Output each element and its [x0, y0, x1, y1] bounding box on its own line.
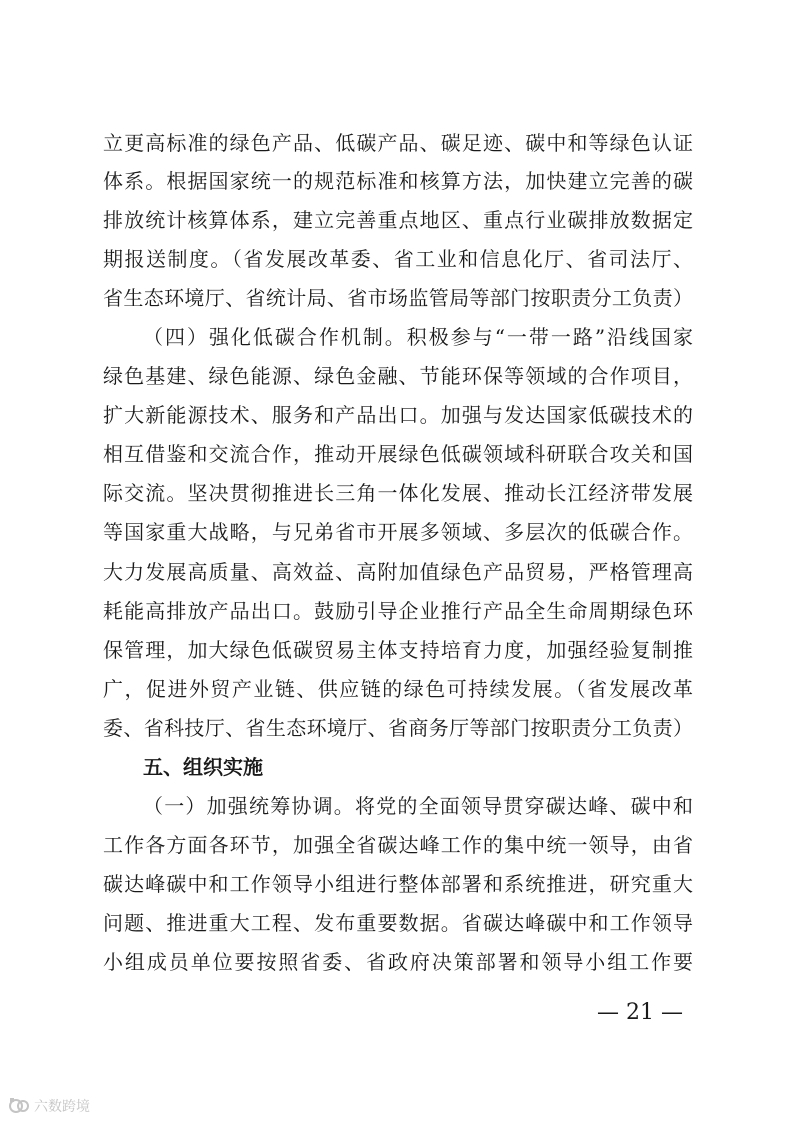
- section-4-first-line: （四）强化低碳合作机制。积极参与“一带一路”沿线国家: [143, 325, 693, 349]
- text-line-22: 小组成员单位要按照省委、省政府决策部署和领导小组工作要: [103, 950, 693, 974]
- text-line-13: 耗能高排放产品出口。鼓励引导企业推行产品全生命周期绿色环: [103, 599, 693, 623]
- text-line-15: 广，促进外贸产业链、供应链的绿色可持续发展。（省发展改革: [103, 677, 693, 701]
- text-line-9: 相互借鉴和交流合作，推动开展绿色低碳领域科研联合攻关和国: [103, 442, 693, 466]
- section-5-1-first-line: （一）加强统筹协调。将党的全面领导贯穿碳达峰、碳中和: [143, 794, 693, 818]
- page-number: — 21 —: [597, 1000, 683, 1025]
- text-line-21: 问题、推进重大工程、发布重要数据。省碳达峰碳中和工作领导: [103, 911, 693, 935]
- text-line-5: 省生态环境厅、省统计局、省市场监管局等部门按职责分工负责）: [103, 286, 693, 310]
- section-heading: 五、组织实施: [143, 755, 263, 779]
- text-line-10: 际交流。坚决贯彻推进长三角一体化发展、推动长江经济带发展: [103, 481, 693, 505]
- watermark: [8, 1094, 90, 1118]
- text-line-1: 立更高标准的绿色产品、低碳产品、碳足迹、碳中和等绿色认证: [103, 131, 693, 155]
- text-line-16: 委、省科技厅、省生态环境厅、省商务厅等部门按职责分工负责）: [103, 716, 693, 740]
- text-line-19: 工作各方面各环节，加强全省碳达峰工作的集中统一领导，由省: [103, 833, 693, 857]
- text-line-14: 保管理，加大绿色低碳贸易主体支持培育力度，加强经验复制推: [103, 638, 693, 662]
- text-line-4: 期报送制度。（省发展改革委、省工业和信息化厅、省司法厅、: [103, 247, 693, 271]
- watermark-logo-icon: [8, 1097, 30, 1115]
- watermark-text: 六数跨境: [34, 1099, 90, 1115]
- text-line-2: 体系。根据国家统一的规范标准和核算方法，加快建立完善的碳: [103, 169, 693, 193]
- text-line-11: 等国家重大战略，与兄弟省市开展多领域、多层次的低碳合作。: [103, 520, 693, 544]
- text-line-3: 排放统计核算体系，建立完善重点地区、重点行业碳排放数据定: [103, 208, 693, 232]
- text-line-7: 绿色基建、绿色能源、绿色金融、节能环保等领域的合作项目，: [103, 364, 693, 388]
- text-line-8: 扩大新能源技术、服务和产品出口。加强与发达国家低碳技术的: [103, 403, 693, 427]
- text-line-20: 碳达峰碳中和工作领导小组进行整体部署和系统推进，研究重大: [103, 872, 693, 896]
- text-line-12: 大力发展高质量、高效益、高附加值绿色产品贸易，严格管理高: [103, 560, 693, 584]
